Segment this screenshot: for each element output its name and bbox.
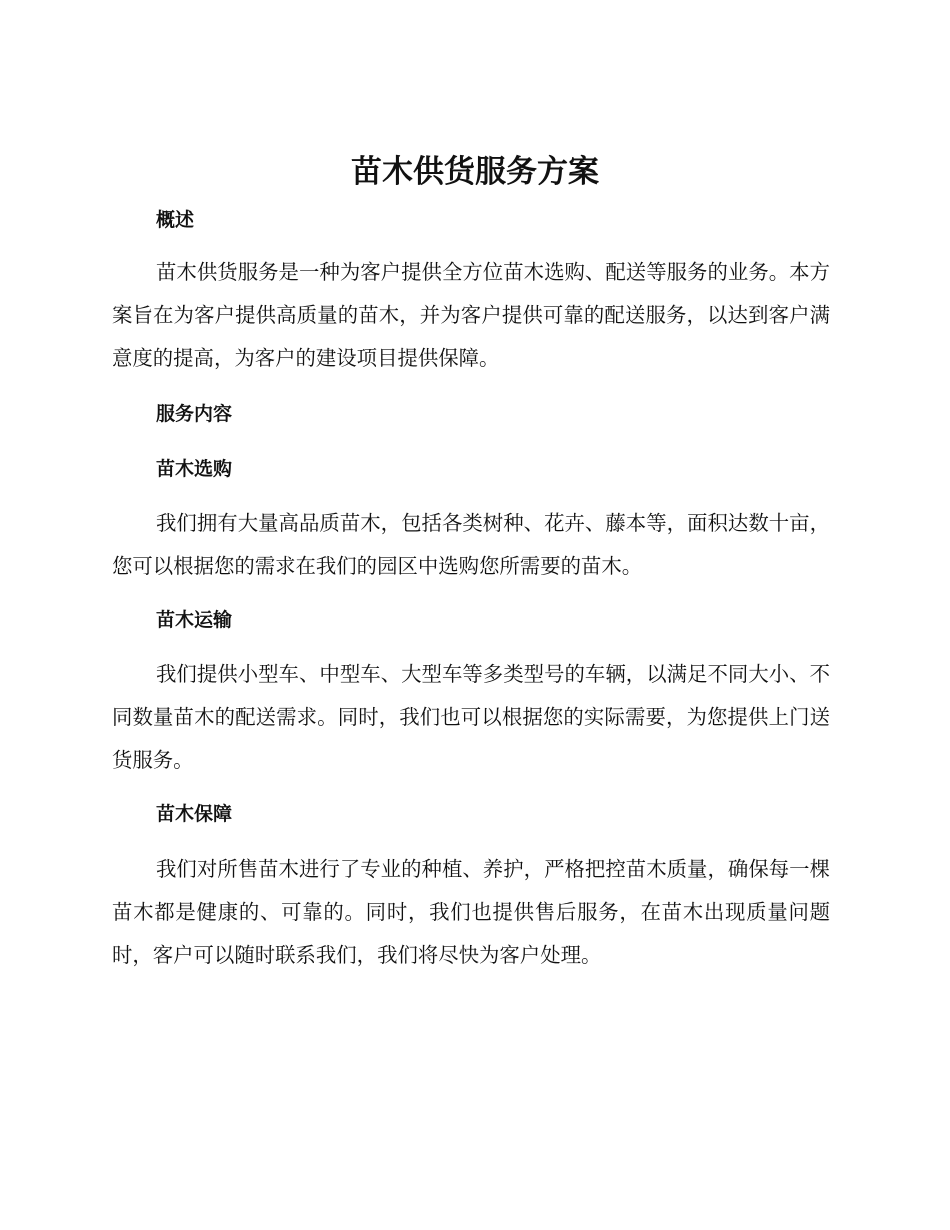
- section-body-overview: 苗木供货服务是一种为客户提供全方位苗木选购、配送等服务的业务。本方案旨在为客户提供高质量的苗木，并为客户提供可靠的配送服务，以达到客户满意度的提高，为客户的建设项目提供保障。: [112, 260, 830, 370]
- section-body-seedling-guarantee: 我们对所售苗木进行了专业的种植、养护，严格把控苗木质量，确保每一棵苗木都是健康的、可靠的。同时，我们也提供售后服务，在苗木出现质量问题时，客户可以随时联系我们，我们将尽快为客户处理。: [112, 857, 830, 967]
- section-heading-seedling-selection: 苗木选购: [156, 458, 233, 480]
- section-heading-seedling-guarantee: 苗木保障: [156, 803, 233, 825]
- section-heading-service-content: 服务内容: [156, 403, 233, 425]
- section-body-seedling-selection: 我们拥有大量高品质苗木，包括各类树种、花卉、藤本等，面积达数十亩，您可以根据您的需求在我们的园区中选购您所需要的苗木。: [112, 511, 830, 578]
- section-heading-seedling-transport: 苗木运输: [156, 609, 233, 631]
- section-heading-overview: 概述: [156, 209, 195, 231]
- document-title: 苗木供货服务方案: [351, 154, 599, 190]
- section-body-seedling-transport: 我们提供小型车、中型车、大型车等多类型号的车辆，以满足不同大小、不同数量苗木的配送需求。同时，我们也可以根据您的实际需要，为您提供上门送货服务。: [112, 662, 830, 772]
